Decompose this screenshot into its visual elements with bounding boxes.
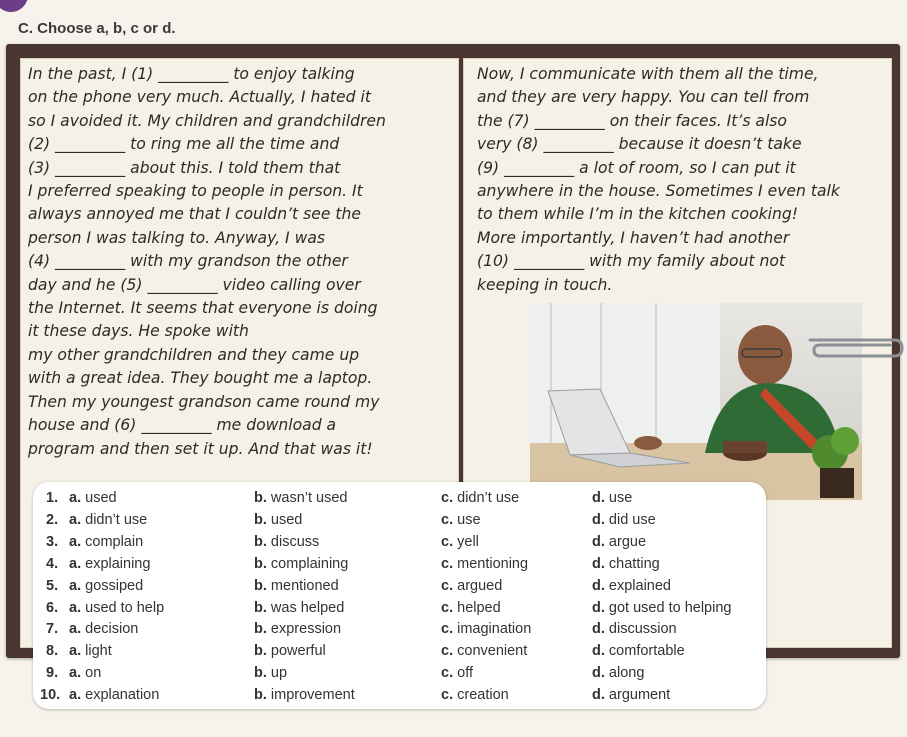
answer-option[interactable] [592,618,677,640]
option-letter: c. [441,665,454,682]
answer-option[interactable] [592,531,646,553]
answer-option[interactable] [592,509,656,531]
option-text: decision [85,621,139,638]
question-number: 9. [46,665,59,682]
option-text: off [457,665,473,682]
question-row-3 [33,531,766,553]
answer-option[interactable] [254,553,348,575]
option-text: didn’t use [85,511,148,528]
story-line: day and he (5) _________ video calling over [28,275,361,294]
option-text: comfortable [608,643,685,660]
option-letter: d. [592,665,605,682]
answer-option[interactable] [69,684,159,706]
story-line: very (8) _________ because it doesn’t take [477,135,802,154]
question-number: 4. [46,555,59,572]
answer-option[interactable] [69,597,164,619]
question-number: 1. [46,490,59,506]
option-text: powerful [270,643,326,660]
question-number: 6. [46,599,59,616]
option-letter: c. [441,511,454,528]
answer-option[interactable] [592,684,670,706]
answer-option[interactable] [441,597,501,619]
answer-option[interactable] [592,487,632,509]
question-row-7 [33,618,766,640]
answer-options-card [33,482,766,709]
question-number: 2. [46,511,59,528]
option-text: explaining [85,555,151,572]
option-letter: b. [254,687,267,704]
option-letter: a. [69,577,82,594]
option-letter: a. [69,490,82,506]
option-text: light [85,643,112,660]
option-letter: d. [592,643,605,660]
option-text: argue [608,533,647,550]
option-letter: d. [592,577,605,594]
option-text: used to help [85,599,165,616]
story-line: (9) _________ a lot of room, so I can put it [477,158,796,177]
option-letter: c. [441,621,454,638]
story-line: the (7) _________ on their faces. It’s also [477,111,787,130]
option-text: argued [457,577,503,594]
story-line: program and then set it up. And that was it! [28,439,373,458]
answer-option[interactable] [69,509,147,531]
option-text: mentioning [457,555,529,572]
option-text: used [85,490,117,506]
option-letter: d. [592,555,605,572]
option-letter: b. [254,490,267,506]
answer-option[interactable] [441,640,527,662]
option-letter: a. [69,533,82,550]
story-right-column [477,63,840,297]
story-line: Then my youngest grandson came round my [28,392,380,411]
option-text: gossiped [85,577,144,594]
option-text: use [457,511,481,528]
question-number: 7. [46,621,59,638]
option-letter: a. [69,665,82,682]
story-line: (2) _________ to ring me all the time and [28,135,340,154]
story-line: on the phone very much. Actually, I hated it [28,88,371,107]
option-text: use [608,490,633,506]
answer-option[interactable] [254,640,326,662]
option-letter: a. [69,687,82,704]
answer-option[interactable] [441,553,528,575]
option-text: expression [270,621,342,638]
answer-option[interactable] [592,640,685,662]
option-letter: c. [441,599,454,616]
option-letter: a. [69,555,82,572]
option-text: along [608,665,645,682]
option-text: got used to helping [608,599,732,616]
story-line: I preferred speaking to people in person. It [28,182,363,201]
option-text: discuss [270,533,320,550]
answer-option[interactable] [254,662,287,684]
option-text: yell [457,533,479,550]
answer-option[interactable] [592,662,644,684]
option-letter: c. [441,490,454,506]
story-line: keeping in touch. [477,275,613,294]
option-text: improvement [270,687,355,704]
option-text: discussion [608,621,677,638]
story-line: (10) _________ with my family about not [477,252,786,271]
option-letter: c. [441,687,454,704]
story-line: Now, I communicate with them all the time, [477,65,819,83]
story-line: with a great idea. They bought me a laptop. [28,369,373,388]
option-text: complaining [270,555,349,572]
option-letter: b. [254,599,267,616]
option-text: convenient [457,643,528,660]
option-text: creation [457,687,509,704]
question-number: 5. [46,577,59,594]
answer-option[interactable] [441,487,519,509]
option-text: explanation [85,687,160,704]
option-letter: c. [441,577,454,594]
question-row-5 [33,575,766,597]
answer-option[interactable] [69,618,138,640]
answer-option[interactable] [592,575,671,597]
option-text: up [270,665,288,682]
option-letter: b. [254,555,267,572]
answer-option[interactable] [69,640,112,662]
option-text: used [270,511,303,528]
question-number: 8. [46,643,59,660]
story-line: (4) _________ with my grandson the other [28,252,348,271]
story-line: and they are very happy. You can tell from [477,88,810,107]
question-row-8 [33,640,766,662]
answer-option[interactable] [254,684,355,706]
option-letter: b. [254,577,267,594]
option-letter: d. [592,599,605,616]
option-letter: c. [441,533,454,550]
story-line: house and (6) _________ me download a [28,416,337,435]
option-text: chatting [608,555,660,572]
option-text: wasn’t used [270,490,348,506]
story-line: person I was talking to. Anyway, I was [28,228,326,247]
option-letter: b. [254,665,267,682]
answer-option[interactable] [592,553,660,575]
answer-option[interactable] [254,618,341,640]
option-letter: a. [69,511,82,528]
answer-option[interactable] [69,531,143,553]
question-row-10 [33,684,766,706]
option-text: did use [608,511,656,528]
story-line: anywhere in the house. Sometimes I even talk [477,182,840,201]
answer-option[interactable] [69,487,117,509]
corner-decoration [0,0,28,12]
option-letter: b. [254,511,267,528]
option-letter: c. [441,643,454,660]
story-line: the Internet. It seems that everyone is doing [28,299,378,318]
answer-option[interactable] [254,487,348,509]
story-line: it these days. He spoke with [28,322,249,341]
option-text: explained [608,577,671,594]
answer-option[interactable] [592,597,731,619]
option-letter: a. [69,621,82,638]
answer-option[interactable] [69,553,150,575]
answer-option[interactable] [441,509,481,531]
answer-option[interactable] [254,575,339,597]
question-row-4 [33,553,766,575]
story-line: to them while I’m in the kitchen cooking! [477,205,799,224]
answer-option[interactable] [254,597,344,619]
answer-option[interactable] [441,575,502,597]
answer-option[interactable] [441,618,531,640]
option-letter: b. [254,621,267,638]
story-line: In the past, I (1) _________ to enjoy talking [28,65,355,83]
answer-option[interactable] [254,509,302,531]
story-line: (3) _________ about this. I told them that [28,158,341,177]
story-line: my other grandchildren and they came up [28,345,360,364]
question-row-2 [33,509,766,531]
option-letter: d. [592,490,605,506]
answer-option[interactable] [254,531,319,553]
story-left-column [28,63,386,461]
option-letter: d. [592,621,605,638]
paperclip-icon [806,328,906,368]
question-row-6 [33,597,766,619]
option-text: helped [457,599,501,616]
option-text: imagination [457,621,532,638]
option-letter: d. [592,511,605,528]
story-line: always annoyed me that I couldn’t see the [28,205,361,224]
option-letter: d. [592,533,605,550]
answer-option[interactable] [69,575,143,597]
answer-option[interactable] [441,662,473,684]
option-text: argument [608,687,671,704]
option-letter: a. [69,599,82,616]
option-text: was helped [270,599,345,616]
option-text: complain [85,533,144,550]
option-text: on [85,665,102,682]
option-letter: a. [69,643,82,660]
option-text: didn’t use [457,490,520,506]
question-number: 3. [46,533,59,550]
option-text: mentioned [270,577,339,594]
question-row-1 [33,487,766,509]
answer-option[interactable] [69,662,101,684]
question-row-9 [33,662,766,684]
answer-option[interactable] [441,531,479,553]
option-letter: b. [254,643,267,660]
exercise-instruction: C. Choose a, b, c or d. [18,20,176,37]
option-letter: d. [592,687,605,704]
story-line: More importantly, I haven’t had another [477,228,790,247]
option-letter: b. [254,533,267,550]
question-number: 10. [40,687,61,704]
answer-option[interactable] [441,684,509,706]
option-letter: c. [441,555,454,572]
story-line: so I avoided it. My children and grandchildren [28,111,386,130]
